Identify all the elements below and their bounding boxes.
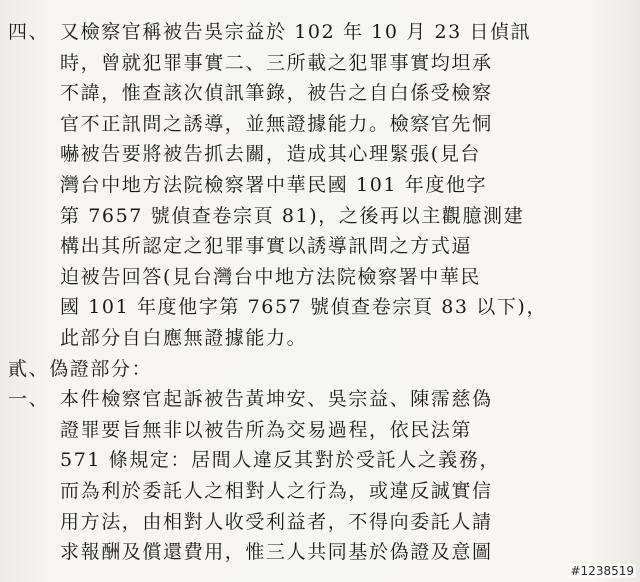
paragraph-line: 又檢察官稱被告吳宗益於 102 年 10 月 23 日偵訊 (60, 21, 532, 43)
paragraph-line: 灣台中地方法院檢察署中華民國 101 年度他字 (60, 174, 488, 196)
image-id-watermark: #1238519 (570, 564, 634, 578)
paragraph-line: 國 101 年度他字第 7657 號偵查卷宗頁 83 以下)， (60, 296, 548, 319)
section-one-marker: 一、 (8, 388, 50, 411)
paragraph-line: 構出其所認定之犯罪事實以誘導訊問之方式逼 (60, 235, 473, 258)
paragraph-line: 本件檢察官起訴被告黃坤安、吳宗益、陳霈慈偽 (60, 388, 493, 411)
paragraph-line: 嚇被告要將被告抓去關，造成其心理緊張(見台 (60, 143, 482, 166)
paragraph-line: 求報酬及償還費用，惟三人共同基於偽證及意圖 (60, 541, 493, 564)
paragraph-line: 不諱，惟查該次偵訊筆錄，被告之自白係受檢察 (60, 82, 493, 105)
section-heading: 貳、偽證部分： (8, 357, 153, 380)
paragraph-line: 迫被告回答(見台灣台中地方法院檢察署中華民 (60, 265, 482, 288)
section-four-marker: 四、 (8, 21, 50, 43)
paragraph-line: 571 條規定：居間人違反其對於受託人之義務， (60, 449, 501, 472)
paragraph-line: 用方法，由相對人收受利益者，不得向委託人請 (60, 510, 493, 533)
paragraph-line: 證罪要旨無非以被告所為交易過程，依民法第 (60, 418, 473, 441)
paragraph-line: 而為利於委託人之相對人之行為，或違反誠實信 (60, 480, 493, 502)
paragraph-line: 此部分自白應無證據能力。 (60, 327, 308, 349)
paragraph-line: 時，曾就犯罪事實二、三所載之犯罪事實均坦承 (60, 51, 493, 74)
paragraph-line: 官不正訊問之誘導，並無證據能力。檢察官先恫 (60, 112, 493, 135)
paragraph-line: 第 7657 號偵查卷宗頁 81)，之後再以主觀臆測建 (60, 204, 525, 227)
